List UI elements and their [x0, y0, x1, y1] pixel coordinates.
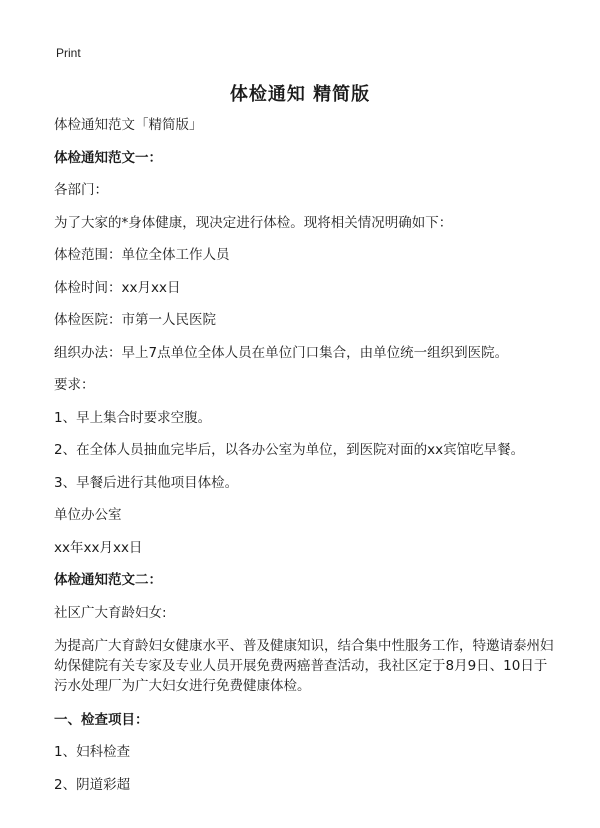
sample2-salutation: 社区广大育龄妇女: [54, 604, 167, 621]
sample1-opening: 为了大家的*身体健康，现决定进行体检。现将相关情况明确如下： [54, 214, 453, 231]
intro-line: 体检通知范文「精简版」 [54, 117, 203, 133]
sample1-signature: 单位办公室 [54, 507, 122, 523]
sample2-item-2: 2、阴道彩超 [54, 776, 131, 793]
sample1-heading: 体检通知范文一： [54, 149, 162, 166]
sample1-date: xx年xx月xx日 [54, 539, 143, 556]
sample1-time: 体检时间：xx月xx日 [54, 279, 181, 296]
sample2-paragraph: 为提高广大育龄妇女健康水平、普及健康知识，结合集中性服务工作，特邀请泰州妇幼保健院有关专家及专业人员开展免费两癌普查活动，我社区定于8月9日、10日于污水处理厂为广大妇女进行免费健康体检。 [54, 638, 554, 694]
sample1-organization: 组织办法：早上7点单位全体人员在单位门口集合，由单位统一组织到医院。 [54, 344, 509, 361]
sample2-heading: 体检通知范文二： [54, 572, 162, 588]
sample2-section-heading: 一、检查项目： [54, 711, 149, 728]
sample1-requirement-3: 3、早餐后进行其他项目体检。 [54, 474, 239, 491]
sample1-hospital: 体检医院：市第一人民医院 [54, 312, 216, 328]
print-link[interactable]: Print [56, 46, 81, 60]
page-title: 体检通知 精简版 [229, 84, 371, 105]
sample1-scope: 体检范围：单位全体工作人员 [54, 247, 230, 263]
document-body [54, 116, 554, 808]
sample1-requirement-2: 2、在全体人员抽血完毕后，以各办公室为单位，到医院对面的xx宾馆吃早餐。 [54, 442, 525, 458]
sample2-item-1: 1、妇科检查 [54, 744, 131, 760]
sample1-requirement-1: 1、早上集合时要求空腹。 [54, 409, 212, 426]
sample1-salutation: 各部门： [54, 182, 108, 198]
sample1-requirements-label: 要求： [54, 377, 95, 393]
